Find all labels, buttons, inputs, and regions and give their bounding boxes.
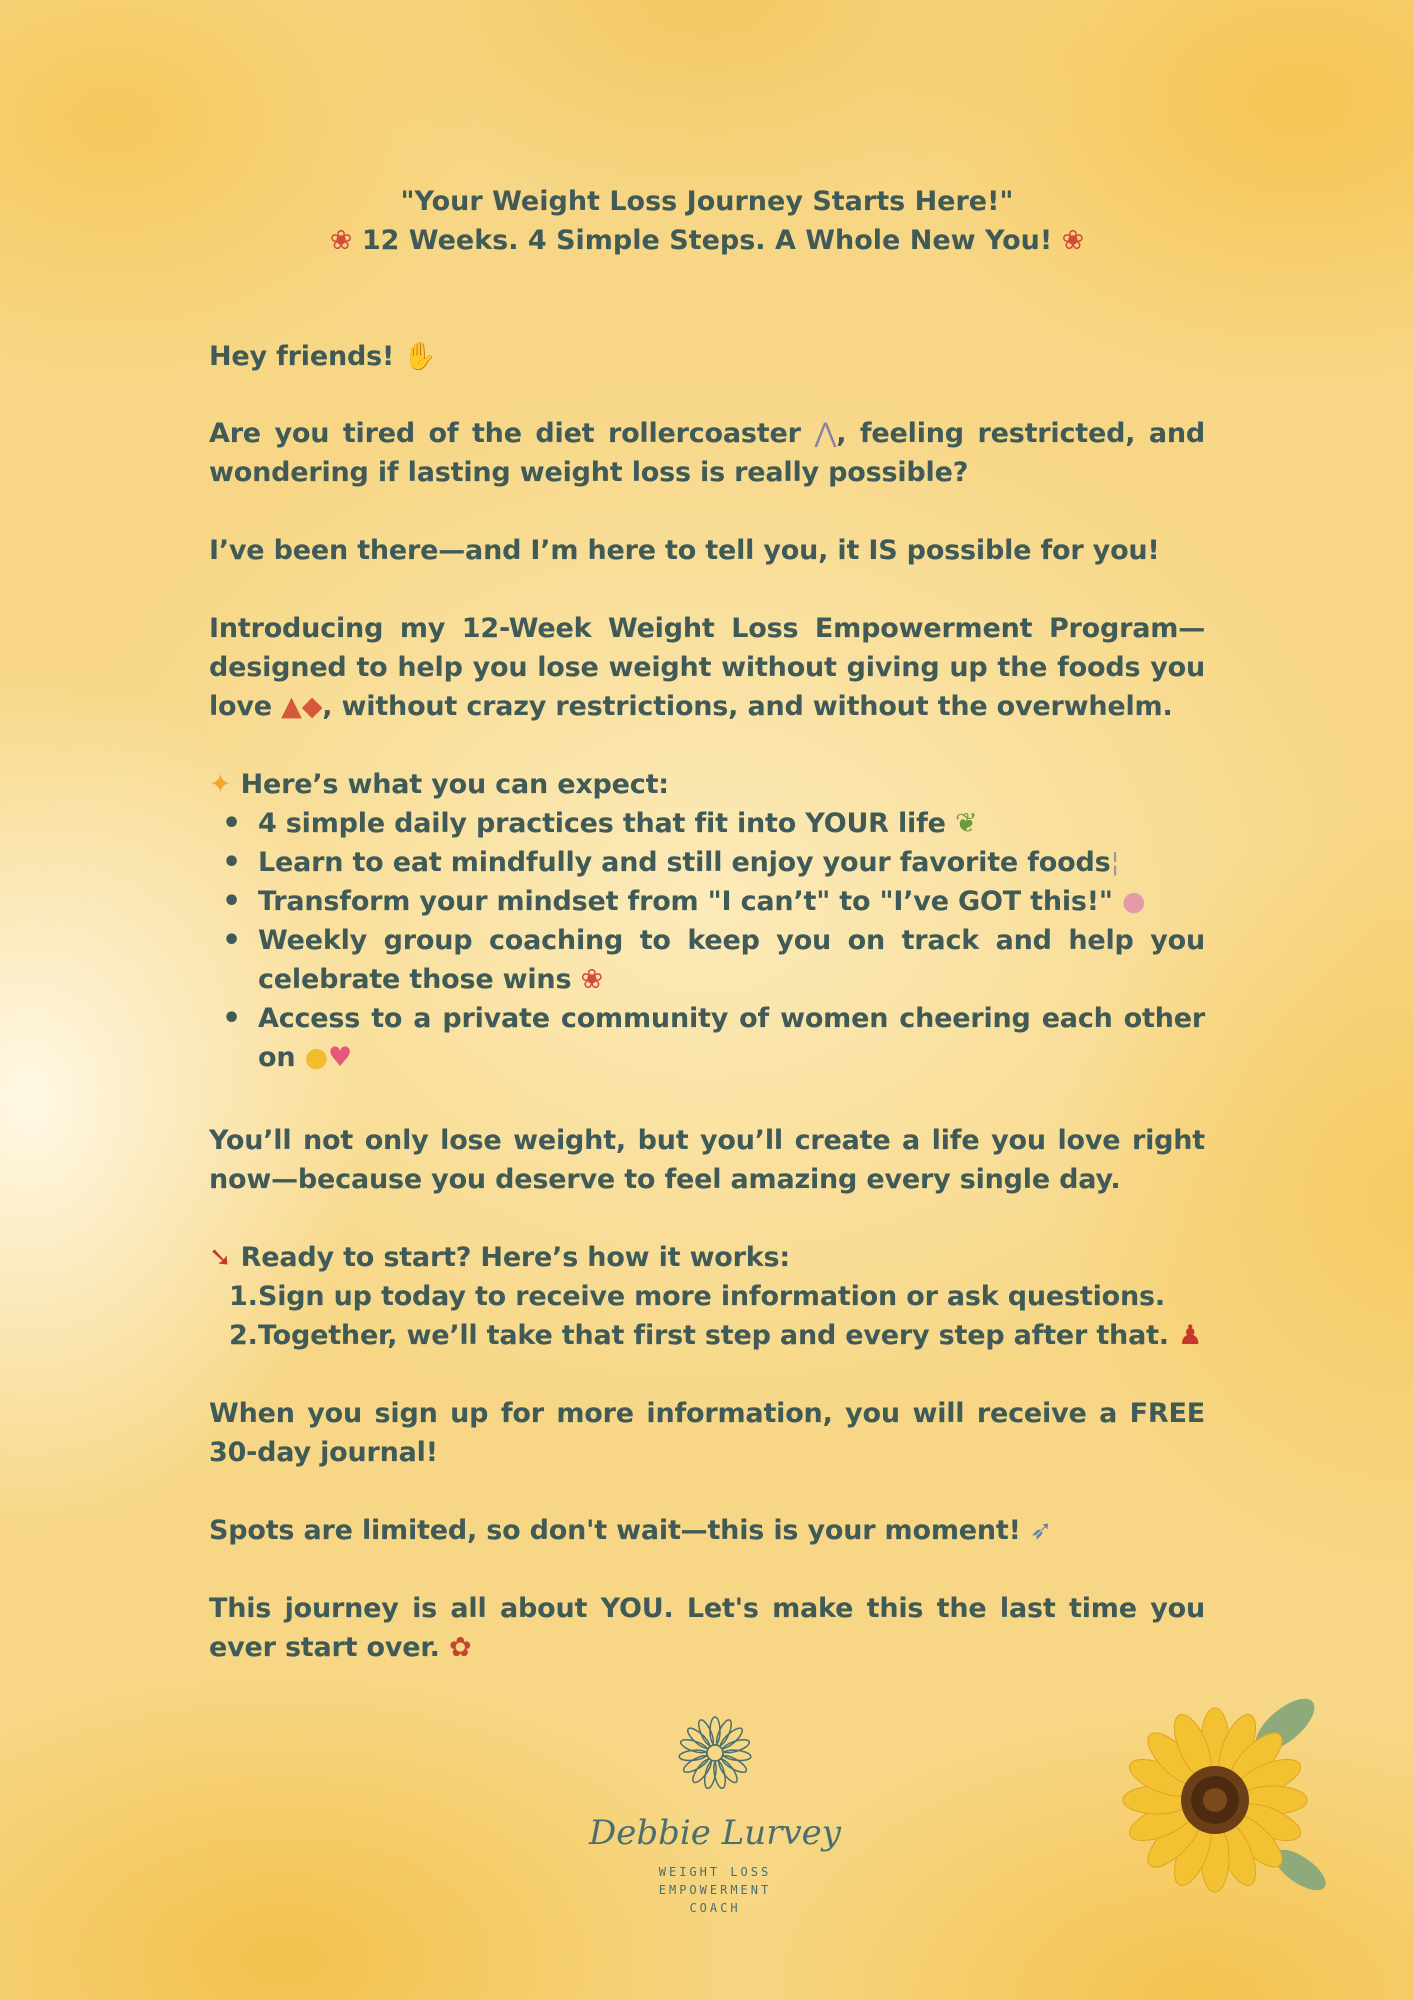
pushpin-icon: ➘: [209, 1242, 232, 1273]
list-item: [209, 882, 1205, 921]
ready-heading: [209, 1238, 1205, 1277]
program-text-a: Introducing my 12-Week Weight Loss Empowerment Program—designed to help you lose weight without giving up the foods you love: [209, 613, 1205, 722]
list-item: [209, 999, 1205, 1077]
roller-coaster-icon: ⋀: [814, 418, 837, 449]
step-item: [209, 1316, 1205, 1355]
rocket-icon: ➶: [1029, 1515, 1053, 1546]
program-text-b: , without crazy restrictions, and without the overwhelm.: [322, 691, 1173, 722]
page-subtitle: [0, 221, 1414, 260]
spots-paragraph: [209, 1511, 1205, 1550]
greeting: [209, 337, 1205, 376]
step-item: [209, 1277, 1205, 1316]
closing-paragraph: [209, 1589, 1205, 1667]
logo-signature: Debbie Lurvey: [589, 1813, 841, 1853]
intro-text-b: , feeling restricted, and wondering if lasting weight loss is really possible?: [209, 418, 1206, 488]
expect-heading: [209, 765, 1205, 804]
flower-icon: ✿: [448, 1632, 472, 1663]
journal-paragraph: When you sign up for more information, you will receive a FREE 30-day journal!: [209, 1398, 1205, 1468]
list-item-text: Transform your mindset from "I can’t" to "I’ve GOT this!": [258, 886, 1113, 917]
been-there-paragraph: I’ve been there—and I’m here to tell you, it IS possible for you!: [209, 535, 1160, 566]
list-item: [209, 843, 1205, 882]
greeting-text: Hey friends!: [209, 341, 395, 372]
list-item-text: 4 simple daily practices that fit into YOUR life: [258, 808, 946, 839]
fork-knife-icon: ¦: [1110, 847, 1120, 878]
logo-tagline-2: EMPOWERMENT: [658, 1883, 772, 1897]
pizza-icon: ▲: [281, 691, 302, 722]
herb-icon: ❦: [954, 808, 978, 839]
flexed-biceps-icon: ●: [304, 1042, 328, 1073]
spots-text: Spots are limited, so don't wait—this is your moment!: [209, 1515, 1021, 1546]
ready-heading-text: Ready to start? Here’s how it works:: [240, 1242, 790, 1273]
step-number: 2.: [229, 1320, 258, 1351]
logo-tagline-3: COACH: [689, 1901, 741, 1915]
candy-icon: ◆: [301, 691, 323, 722]
step-text: Sign up today to receive more information or ask questions.: [258, 1281, 1165, 1312]
dancer-icon: ♟: [1178, 1320, 1203, 1351]
program-paragraph: [209, 609, 1205, 726]
page-title: "Your Weight Loss Journey Starts Here!": [400, 186, 1014, 217]
step-text: Together, we’ll take that first step and every step after that.: [258, 1320, 1169, 1351]
life-paragraph: You’ll not only lose weight, but you’ll create a life you love right now—because you deserve to feel amazing every single day.: [209, 1125, 1205, 1195]
party-popper-icon: ❀: [1061, 225, 1085, 256]
subtitle-text: 12 Weeks. 4 Simple Steps. A Whole New You!: [361, 225, 1053, 256]
steps-list: [209, 1277, 1205, 1355]
list-item: [209, 804, 1205, 843]
logo-tagline-1: WEIGHT LOSS: [658, 1865, 772, 1879]
sparkles-icon: ✦: [209, 769, 232, 800]
list-item-text: Learn to eat mindfully and still enjoy your favorite foods: [258, 847, 1111, 878]
list-item-text: Weekly group coaching to keep you on track and help you celebrate those wins: [258, 925, 1205, 995]
list-item-text: Access to a private community of women cheering each other on: [258, 1003, 1205, 1073]
sunflower-icon: [1095, 1680, 1335, 1920]
party-popper-icon: ❀: [329, 225, 353, 256]
daisy-icon: [675, 1713, 755, 1793]
party-popper-icon: ❀: [580, 964, 603, 995]
waving-hand-icon: ✋: [403, 341, 437, 372]
step-number: 1.: [229, 1281, 258, 1312]
intro-paragraph: [209, 414, 1205, 492]
closing-text: This journey is all about YOU. Let's make this the last time you ever start over.: [209, 1593, 1205, 1663]
brain-icon: ●: [1121, 886, 1146, 917]
intro-text-a: Are you tired of the diet rollercoaster: [209, 418, 801, 449]
hearts-icon: ♥: [327, 1042, 352, 1073]
expect-heading-text: Here’s what you can expect:: [240, 769, 669, 800]
brand-logo: [585, 1713, 845, 1913]
list-item: [209, 921, 1205, 999]
header: [0, 182, 1414, 260]
expect-list: [209, 804, 1205, 1077]
